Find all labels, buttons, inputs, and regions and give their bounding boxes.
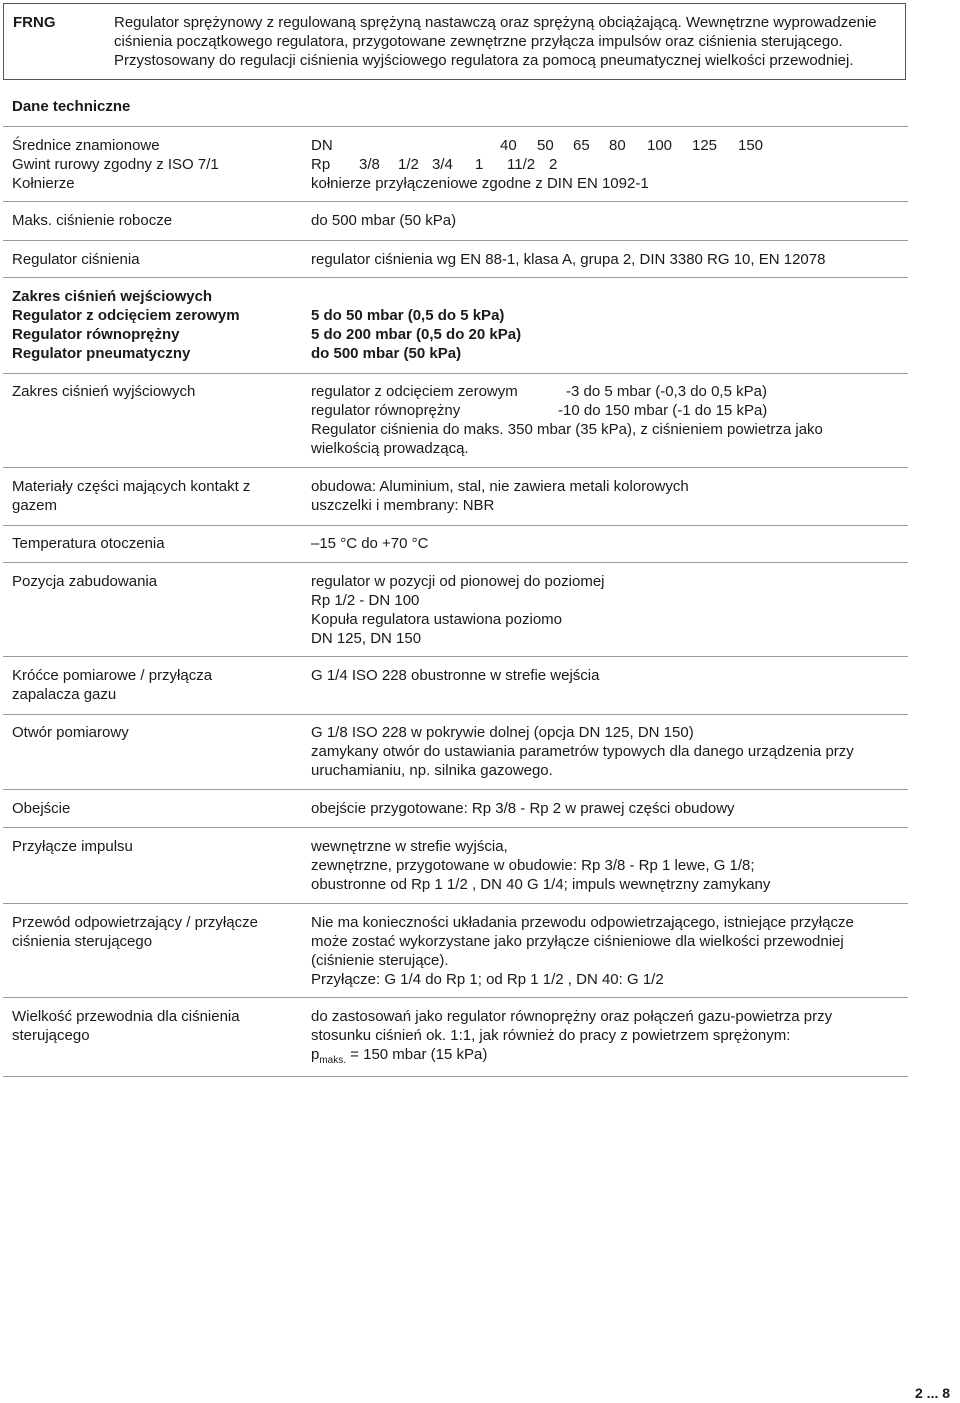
divider — [3, 240, 908, 241]
row-label-ambient-temperature: Temperatura otoczenia — [12, 535, 165, 552]
row-label-bypass: Obejście — [12, 800, 71, 817]
divider — [3, 903, 908, 904]
label-line: gazem — [12, 497, 58, 514]
row-value-vent-line — [311, 913, 911, 989]
value-line: wewnętrzne w strefie wyjścia, — [311, 838, 508, 855]
description-line: Przystosowany do regulacji ciśnienia wyjściowego regulatora za pomocą pneumatycznej wielkości przewodniej. — [114, 52, 854, 69]
row-label-nominal-diameters: Średnice znamionowe — [12, 137, 160, 154]
description-line: ciśnienia początkowego regulatora, przygotowane zewnętrzne przyłącza impulsów oraz ciśnienia sterującego. — [114, 33, 843, 50]
divider — [3, 277, 908, 278]
value-line: uszczelki i membrany: NBR — [311, 497, 495, 514]
value-line: zewnętrzne, przygotowane w obudowie: Rp 3/8 - Rp 1 lewe, G 1/8; — [311, 857, 755, 874]
row-label-materials — [12, 477, 292, 515]
divider — [3, 789, 908, 790]
row-value-mounting-position — [311, 572, 911, 648]
rp-value: 11/2 — [507, 156, 536, 173]
row-label-test-nipples — [12, 666, 292, 704]
row-value-bypass: obejście przygotowane: Rp 3/8 - Rp 2 w prawej części obudowy — [311, 800, 735, 817]
row-label-mounting-position: Pozycja zabudowania — [12, 573, 158, 590]
value-line: wielkością prowadzącą. — [311, 440, 469, 457]
divider — [3, 467, 908, 468]
row-label-control-variable — [12, 1007, 292, 1045]
value-line: DN 125, DN 150 — [311, 630, 422, 647]
value-line: Nie ma konieczności układania przewodu odpowietrzającego, istniejące przyłącze — [311, 914, 854, 931]
dn-value: 100 — [647, 137, 673, 154]
row-value-outlet-pressure — [311, 382, 911, 462]
product-description — [114, 13, 904, 70]
header-box — [3, 3, 906, 80]
row-label-measuring-port: Otwór pomiarowy — [12, 724, 129, 741]
row-label-flanges: Kołnierze — [12, 175, 75, 192]
label-line: Regulator z odcięciem zerowym — [12, 307, 240, 324]
row-label-pipe-thread: Gwint rurowy zgodny z ISO 7/1 — [12, 156, 219, 173]
label-line: sterującego — [12, 1027, 90, 1044]
label-line: Regulator pneumatyczny — [12, 345, 191, 362]
rp-value: 1/2 — [398, 156, 419, 173]
row-value-test-nipples: G 1/4 ISO 228 obustronne w strefie wejścia — [311, 667, 600, 684]
row-label-pressure-regulator: Regulator ciśnienia — [12, 251, 140, 268]
pmax-line — [311, 1045, 911, 1064]
outlet-range: -3 do 5 mbar (-0,3 do 0,5 kPa) — [566, 383, 767, 400]
label-line: Zakres ciśnień wejściowych — [12, 288, 213, 305]
value-line: G 1/8 ISO 228 w pokrywie dolnej (opcja DN 125, DN 150) — [311, 724, 694, 741]
value-line: 5 do 50 mbar (0,5 do 5 kPa) — [311, 307, 505, 324]
rp-prefix: Rp — [311, 156, 331, 173]
dn-value: 150 — [738, 137, 764, 154]
row-value-ambient-temperature: –15 °C do +70 °C — [311, 535, 429, 552]
value-line: obustronne od Rp 1 1/2 , DN 40 G 1/4; impuls wewnętrzny zamykany — [311, 876, 771, 893]
dn-value: 50 — [537, 137, 554, 154]
dn-prefix: DN — [311, 137, 333, 154]
label-line: ciśnienia sterującego — [12, 933, 153, 950]
rp-value: 3/4 — [432, 156, 453, 173]
divider — [3, 201, 908, 202]
row-value-max-pressure: do 500 mbar (50 kPa) — [311, 212, 457, 229]
row-label-vent-line — [12, 913, 292, 951]
pmax-subscript: maks. — [319, 1055, 347, 1066]
value-line: Przyłącze: G 1/4 do Rp 1; od Rp 1 1/2 , DN 40: G 1/2 — [311, 971, 664, 988]
value-line: zamykany otwór do ustawiania parametrów typowych dla danego urządzenia przy — [311, 743, 854, 760]
value-line: Kopuła regulatora ustawiona poziomo — [311, 611, 562, 628]
row-value-inlet-pressure — [311, 306, 911, 363]
value-line: uruchamianiu, np. silnika gazowego. — [311, 762, 553, 779]
rp-values — [311, 155, 911, 174]
value-line: do 500 mbar (50 kPa) — [311, 345, 462, 362]
dn-value: 80 — [609, 137, 626, 154]
value-line: do zastosowań jako regulator równoprężny oraz połączeń gazu-powietrza przy — [311, 1008, 833, 1025]
row-value-pressure-regulator: regulator ciśnienia wg EN 88-1, klasa A, grupa 2, DIN 3380 RG 10, EN 12078 — [311, 251, 826, 268]
divider — [3, 373, 908, 374]
value-line: (ciśnienie sterujące). — [311, 952, 449, 969]
row-value-flanges: kołnierze przyłączeniowe zgodne z DIN EN 1092-1 — [311, 175, 649, 192]
label-line: Wielkość przewodnia dla ciśnienia — [12, 1008, 240, 1025]
row-label-outlet-pressure: Zakres ciśnień wyjściowych — [12, 383, 196, 400]
dn-value: 65 — [573, 137, 590, 154]
divider — [3, 714, 908, 715]
divider — [3, 1076, 908, 1077]
divider — [3, 126, 908, 127]
outlet-type: regulator równoprężny — [311, 402, 461, 419]
row-label-impulse-connection: Przyłącze impulsu — [12, 838, 133, 855]
value-line: może zostać wykorzystane jako przyłącze ciśnieniowe dla wielkości przewodniej — [311, 933, 844, 950]
outlet-type: regulator z odcięciem zerowym — [311, 383, 518, 400]
divider — [3, 997, 908, 998]
product-code: FRNG — [13, 14, 56, 31]
dn-value: 40 — [500, 137, 517, 154]
row-value-materials — [311, 477, 911, 515]
divider — [3, 562, 908, 563]
label-line: Króćce pomiarowe / przyłącza — [12, 667, 213, 684]
description-line: Regulator sprężynowy z regulowaną sprężyną nastawczą oraz sprężyną obciążającą. Wewnętrzne wyprowadzenie — [114, 14, 877, 31]
dn-values — [311, 136, 911, 155]
value-line: Regulator ciśnienia do maks. 350 mbar (35 kPa), z ciśnieniem powietrza jako — [311, 421, 823, 438]
outlet-range: -10 do 150 mbar (-1 do 15 kPa) — [558, 402, 768, 419]
label-line: Regulator równoprężny — [12, 326, 180, 343]
row-label-inlet-pressure — [12, 287, 292, 363]
row-value-impulse-connection — [311, 837, 911, 894]
label-line: Materiały części mających kontakt z — [12, 478, 251, 495]
dn-value: 125 — [692, 137, 718, 154]
row-label-max-pressure: Maks. ciśnienie robocze — [12, 212, 173, 229]
pmax-symbol: p — [311, 1046, 320, 1063]
value-line: stosunku ciśnień ok. 1:1, jak również do pracy z powietrzem sprężonym: — [311, 1027, 791, 1044]
divider — [3, 827, 908, 828]
rp-value: 2 — [549, 156, 558, 173]
label-line: zapalacza gazu — [12, 686, 117, 703]
divider — [3, 656, 908, 657]
page-number: 2 ... 8 — [915, 1385, 951, 1401]
row-value-control-variable — [311, 1007, 911, 1064]
divider — [3, 525, 908, 526]
section-title: Dane techniczne — [12, 98, 131, 115]
value-line: 5 do 200 mbar (0,5 do 20 kPa) — [311, 326, 522, 343]
row-value-measuring-port — [311, 723, 911, 780]
value-line: regulator w pozycji od pionowej do poziomej — [311, 573, 605, 590]
value-line: Rp 1/2 - DN 100 — [311, 592, 420, 609]
value-line: obudowa: Aluminium, stal, nie zawiera metali kolorowych — [311, 478, 689, 495]
rp-value: 3/8 — [359, 156, 380, 173]
rp-value: 1 — [475, 156, 484, 173]
pmax-value: = 150 mbar (15 kPa) — [346, 1046, 488, 1063]
label-line: Przewód odpowietrzający / przyłącze — [12, 914, 258, 931]
